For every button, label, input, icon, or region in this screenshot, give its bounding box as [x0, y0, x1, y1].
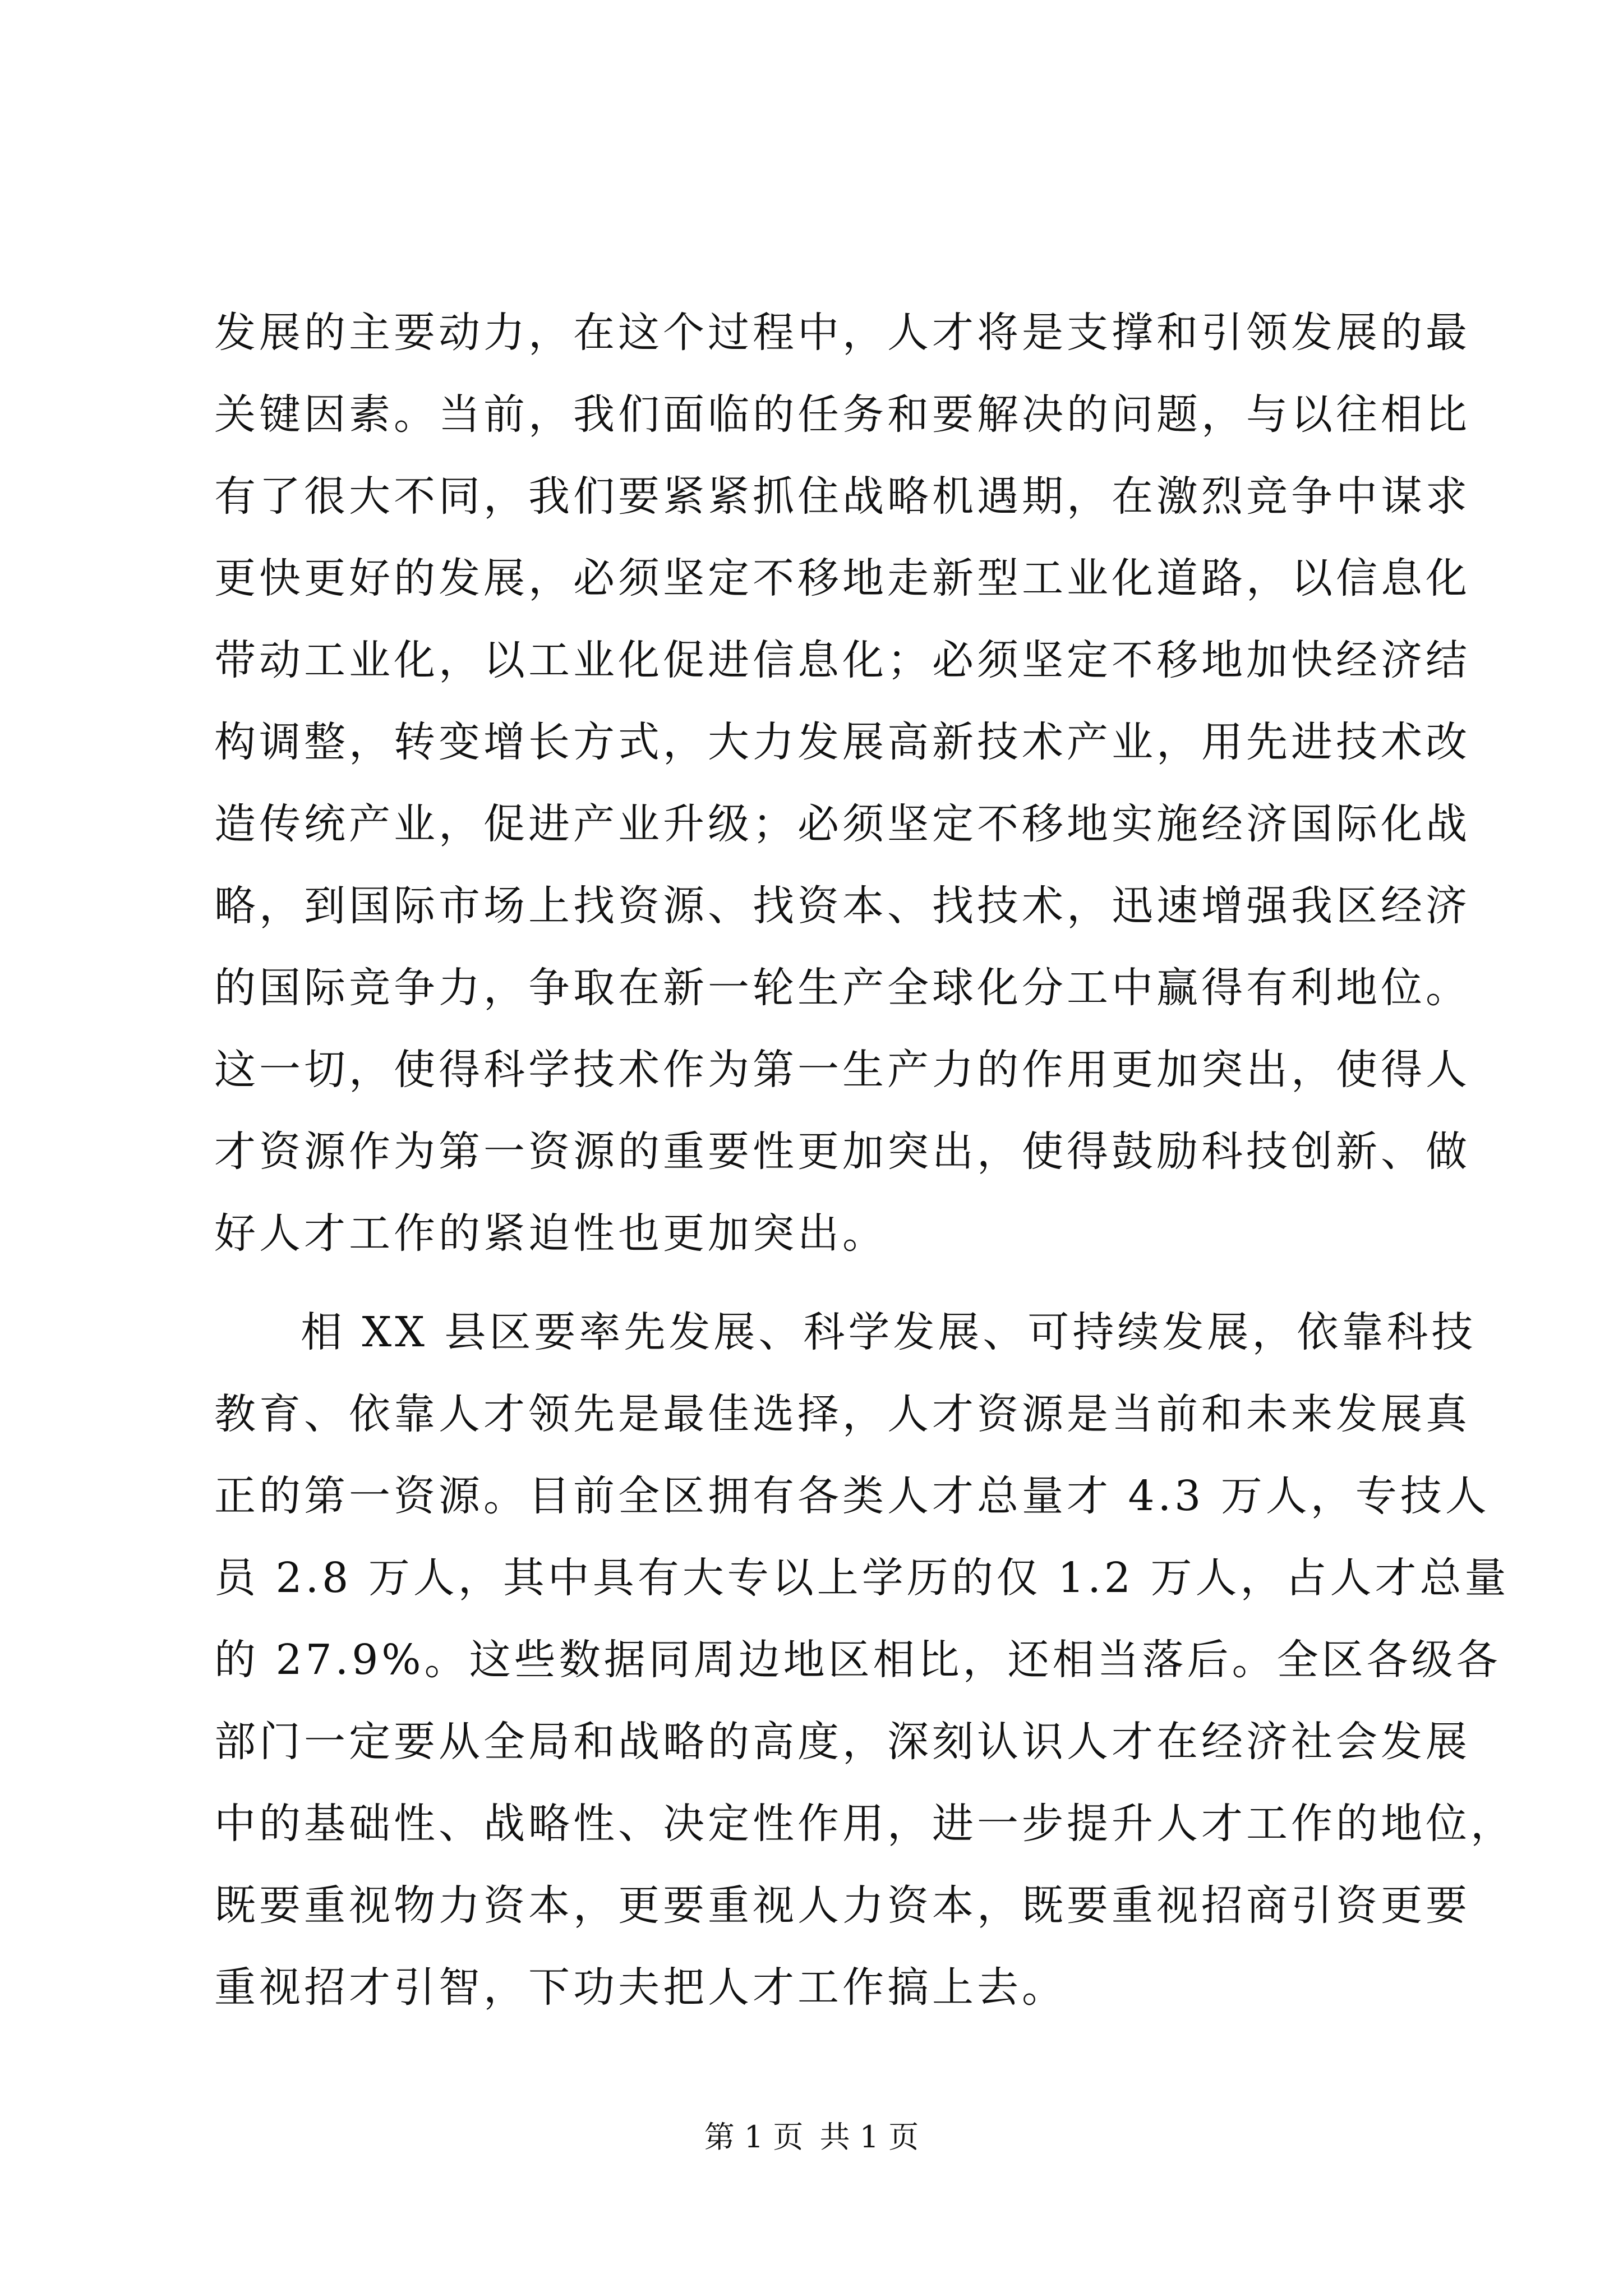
text-line: 相 XX 县区要率先发展、科学发展、可持续发展，依靠科技: [301, 1308, 1477, 1356]
document-body: [214, 292, 1515, 2028]
text-line: 才资源作为第一资源的重要性更加突出，使得鼓励科技创新、做: [214, 1128, 1470, 1176]
paragraph-2: [214, 1291, 1515, 2028]
text-line: 重视招才引智，下功夫把人才工作搞上去。: [214, 1963, 1067, 2012]
paragraph-1: [214, 292, 1470, 1274]
text-line: 构调整，转变增长方式，大力发展高新技术产业，用先进技术改: [214, 718, 1470, 766]
text-line: 造传统产业，促进产业升级；必须坚定不移地实施经济国际化战: [214, 800, 1470, 848]
paragraph-spacer: [214, 1274, 1437, 1291]
text-line: 有了很大不同，我们要紧紧抓住战略机遇期，在激烈竞争中谋求: [214, 472, 1470, 521]
text-line: 中的基础性、战略性、决定性作用，进一步提升人才工作的地位，: [214, 1800, 1515, 1848]
text-line: 的 27.9%。这些数据同周边地区相比，还相当落后。全区各级各: [214, 1636, 1501, 1684]
text-line: 教育、依靠人才领先是最佳选择，人才资源是当前和未来发展真: [214, 1390, 1470, 1438]
page-footer: [0, 2118, 1623, 2157]
page-number: 第 1 页: [704, 2119, 804, 2155]
text-line: 的国际竞争力，争取在新一轮生产全球化分工中赢得有利地位。: [214, 964, 1470, 1012]
text-line: 关键因素。当前，我们面临的任务和要解决的问题，与以往相比: [214, 390, 1470, 439]
text-line: 正的第一资源。目前全区拥有各类人才总量才 4.3 万人，专技人: [214, 1472, 1490, 1520]
text-line: 好人才工作的紧迫性也更加突出。: [214, 1209, 887, 1258]
text-line: 既要重视物力资本，更要重视人力资本，既要重视招商引资更要: [214, 1881, 1470, 1930]
text-line: 带动工业化，以工业化促进信息化；必须坚定不移地加快经济结: [214, 636, 1470, 684]
page-total: 共 1 页: [819, 2119, 919, 2155]
text-line: 部门一定要从全局和战略的高度，深刻认识人才在经济社会发展: [214, 1718, 1470, 1766]
text-line: 更快更好的发展，必须坚定不移地走新型工业化道路，以信息化: [214, 554, 1470, 602]
text-line: 员 2.8 万人，其中具有大专以上学历的仅 1.2 万人，占人才总量: [214, 1554, 1510, 1602]
text-line: 发展的主要动力，在这个过程中，人才将是支撑和引领发展的最: [214, 309, 1470, 357]
text-line: 这一切，使得科学技术作为第一生产力的作用更加突出，使得人: [214, 1046, 1470, 1094]
text-line: 略，到国际市场上找资源、找资本、找技术，迅速增强我区经济: [214, 882, 1470, 930]
